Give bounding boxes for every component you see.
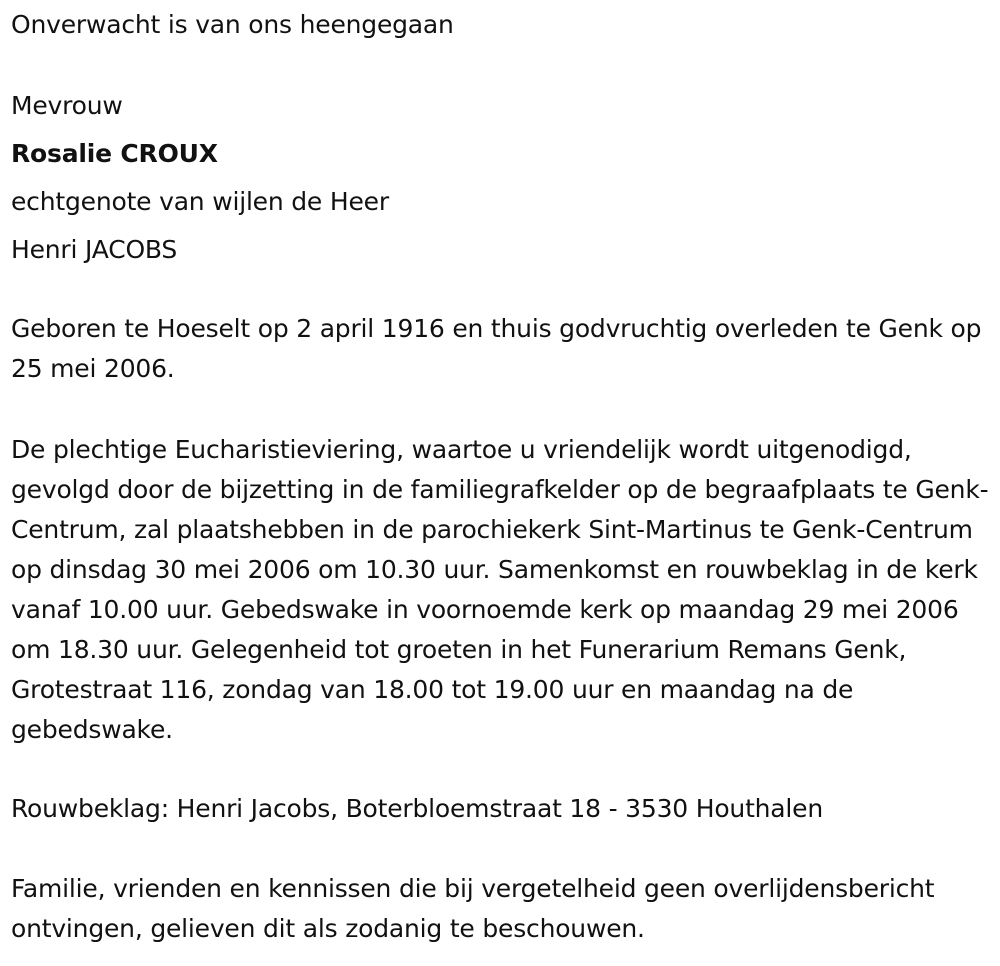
condolence-address: Rouwbeklag: Henri Jacobs, Boterbloemstraat 18 - 3530 Houthalen [11,794,824,823]
intro-text: Onverwacht is van ons heengegaan [11,10,454,39]
relation-text: echtgenote van wijlen de Heer [11,187,389,216]
ceremony-paragraph: De plechtige Eucharistieviering, waartoe u vriendelijk wordt uitgenodigd, gevolgd door de bijzetting in de familiegrafkelder op de begraafplaats te Genk-Centrum, zal plaatshebben in de parochiekerk Sint-Martinus te Genk-Centrum op dinsdag 30 mei 2006 om 10.30 uur. Samenkomst en rouwbeklag in de kerk vanaf 10.00 uur. Gebedswake in voornoemde kerk op maandag 29 mei 2006 om 18.30 uur. Gelegenheid tot groeten in het Funerarium Remans Genk, Grotestraat 116, zondag van 18.00 tot 19.00 uur en maandag na de gebedswake. [11,435,989,744]
deceased-name: Rosalie CROUX [11,139,218,168]
spouse-name: Henri JACOBS [11,235,178,264]
birth-death-paragraph: Geboren te Hoeselt op 2 april 1916 en thuis godvruchtig overleden te Genk op 25 mei 2006. [11,314,982,383]
closing-paragraph: Familie, vrienden en kennissen die bij vergetelheid geen overlijdensbericht ontvingen, gelieven dit als zodanig te beschouwen. [11,874,935,943]
salutation: Mevrouw [11,91,123,120]
